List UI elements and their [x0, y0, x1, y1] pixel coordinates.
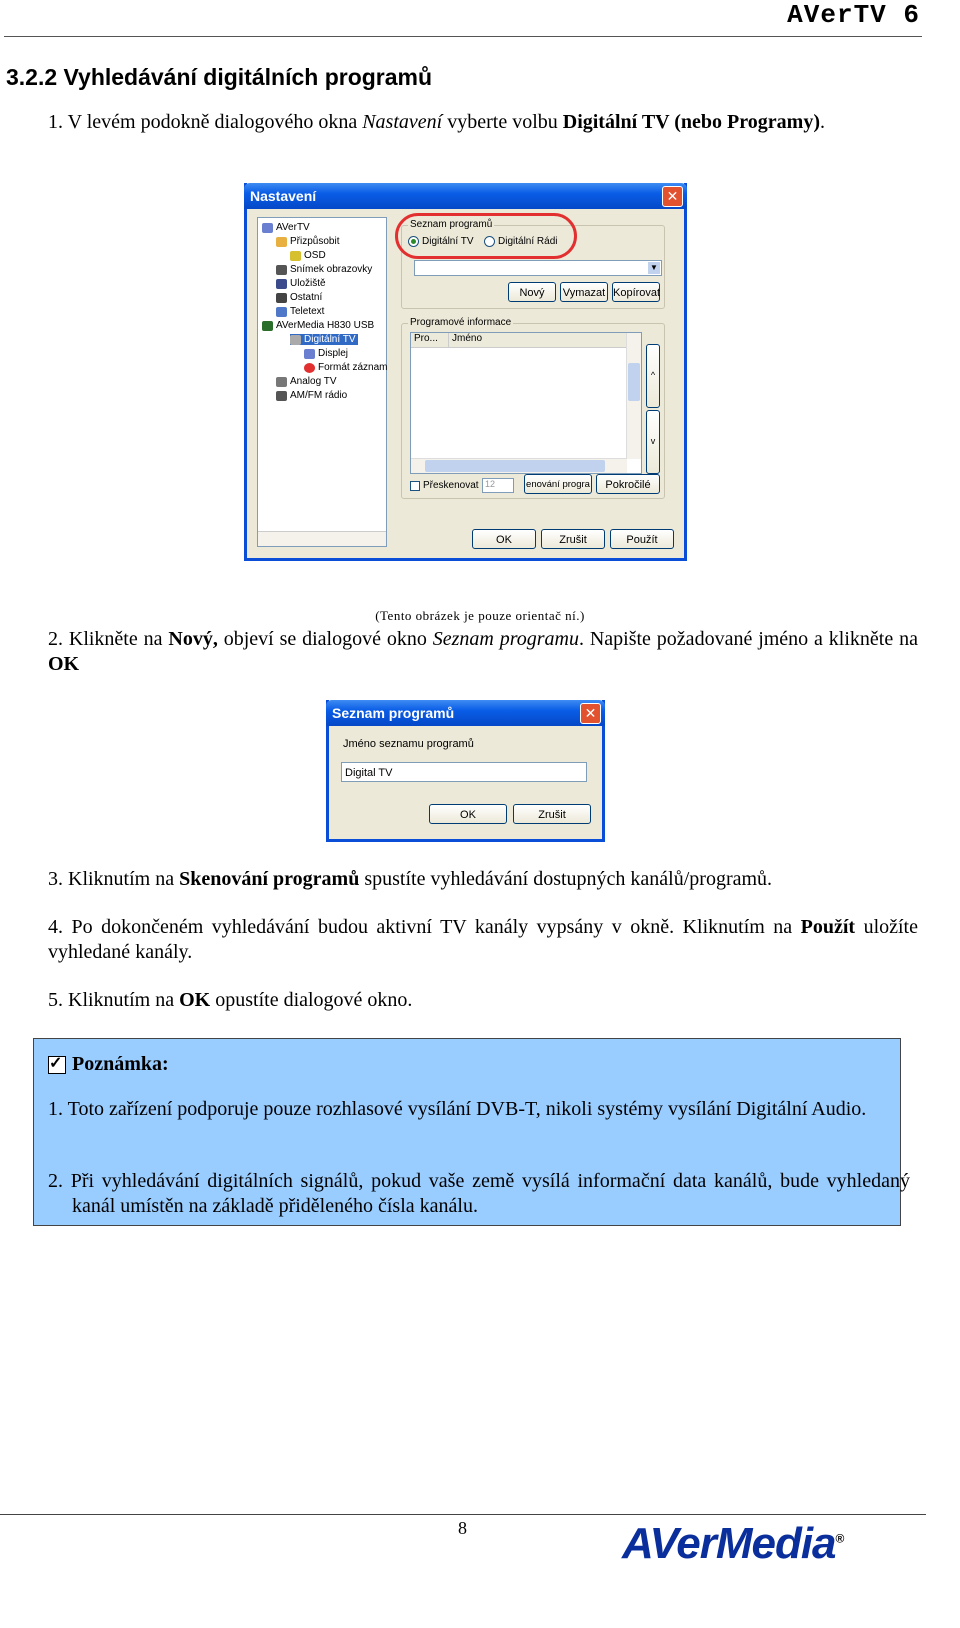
customize-icon	[276, 237, 287, 247]
step-3: 3. Kliknutím na Skenování programů spustíte vyhledávání dostupných kanálů/programů.	[48, 868, 773, 890]
new-button[interactable]: Nový	[508, 282, 556, 302]
avermedia-logo: AVerMedia®	[622, 1519, 844, 1568]
note-box	[33, 1038, 910, 1226]
cancel-button[interactable]: Zrušit	[541, 529, 605, 549]
apply-button[interactable]: Použít	[610, 529, 674, 549]
checkmark-icon: ✓	[48, 1056, 66, 1074]
program-list-group: Seznam programů Digitální TV Digitální Rádi ▼ Nový Vymazat Kopírovat	[401, 225, 665, 309]
cancel-button[interactable]: Zrušit	[513, 804, 591, 824]
tree-item-customize[interactable]: Přizpůsobit	[276, 236, 339, 247]
figure-caption: (Tento obrázek je pouze orientač ní.)	[375, 608, 585, 623]
tree-item-analog-tv[interactable]: Analog TV	[276, 376, 337, 387]
ok-button[interactable]: OK	[429, 804, 507, 824]
radio-icon	[276, 391, 287, 401]
settings-dialog-title: Nastavení ✕	[244, 183, 687, 209]
step-1: 1. V levém podokně dialogového okna Nastavení vyberte volbu Digitální TV (nebo Programy).	[48, 111, 825, 133]
skip-checkbox[interactable]: Přeskenovat	[410, 480, 479, 491]
tree-item-record-format[interactable]: Formát záznam	[304, 362, 387, 373]
teletext-icon	[276, 307, 287, 317]
highlight-oval	[395, 213, 577, 259]
tree-item-avertv[interactable]: AVerTV	[262, 222, 310, 233]
program-list-dialog-title: Seznam programů ✕	[326, 700, 605, 726]
footer-rule	[0, 1514, 926, 1515]
tree-item-fm-radio[interactable]: AM/FM rádio	[276, 390, 347, 401]
program-table[interactable]	[410, 332, 642, 474]
tree-item-other[interactable]: Ostatní	[276, 292, 322, 303]
tree-item-snapshot[interactable]: Snímek obrazovky	[276, 264, 372, 275]
step-4: 4. Po dokončeném vyhledávání budou aktivní TV kanály vypsány v okně. Kliknutím na Použít uložíte vyhledané kanály.	[48, 916, 918, 963]
header-rule	[4, 36, 922, 37]
camera-icon	[276, 265, 287, 275]
tv-icon	[276, 377, 287, 387]
display-icon	[304, 349, 315, 359]
move-up-button[interactable]: ^	[646, 344, 660, 408]
close-icon[interactable]: ✕	[580, 703, 601, 724]
section-title: 3.2.2 Vyhledávání digitálních programů	[6, 64, 433, 90]
chevron-down-icon: ▼	[648, 262, 660, 274]
move-down-button[interactable]: v	[646, 410, 660, 474]
radio-digital-tv[interactable]: Digitální TV	[408, 236, 474, 247]
radio-digital-radio[interactable]: Digitální Rádi	[484, 236, 557, 247]
osd-icon	[290, 251, 301, 261]
tree-item-display[interactable]: Displej	[304, 348, 348, 359]
ok-button[interactable]: OK	[472, 529, 536, 549]
program-info-group: Programové informace Pro... Jméno ^ v Přeskenovat 12 enování progra Pokročilé	[401, 323, 665, 499]
note-item-1: 1. Toto zařízení podporuje pouze rozhlasové vysílání DVB-T, nikoli systémy vysílání Digitální Audio.	[48, 1098, 867, 1120]
table-vscrollbar[interactable]	[626, 333, 641, 459]
program-list-name-input[interactable]: Digital TV	[341, 762, 587, 782]
program-list-select[interactable]	[414, 260, 662, 276]
step-5: 5. Kliknutím na OK opustíte dialogové okno.	[48, 989, 413, 1011]
tree-item-digital-tv[interactable]: Digitální TV	[290, 334, 358, 345]
col-name[interactable]: Jméno	[452, 333, 483, 344]
disk-icon	[276, 279, 287, 289]
note-title: ✓ Poznámka:	[49, 1053, 169, 1075]
program-list-dialog	[326, 700, 605, 842]
settings-dialog	[244, 183, 687, 561]
advanced-button[interactable]: Pokročilé	[596, 474, 660, 494]
tree-hscrollbar[interactable]	[258, 531, 386, 546]
col-pro[interactable]: Pro...	[411, 333, 449, 347]
settings-tree	[257, 217, 387, 547]
table-hscrollbar[interactable]	[411, 458, 627, 473]
copy-button[interactable]: Kopírovat	[612, 282, 660, 302]
tree-item-teletext[interactable]: Teletext	[276, 306, 324, 317]
skip-spinner[interactable]: 12	[482, 478, 514, 493]
tv-icon	[290, 335, 301, 345]
tree-item-device[interactable]: AVerMedia H830 USB	[262, 320, 374, 331]
monitor-icon	[262, 223, 273, 233]
step-2: 2. Klikněte na Nový, objeví se dialogové okno Seznam programu. Napište požadované jméno a klikněte na OK	[48, 628, 918, 675]
scan-programs-button[interactable]: enování progra	[524, 474, 592, 494]
delete-button[interactable]: Vymazat	[560, 282, 608, 302]
tools-icon	[276, 293, 287, 303]
record-icon	[304, 363, 315, 373]
device-icon	[262, 321, 273, 331]
note-item-2: 2. Při vyhledávání digitálních signálů, pokud vaše země vysílá informační data kanálů, bude vyhledaný kanál umístěn na základě přiděleného čísla kanálu.	[48, 1170, 910, 1217]
header-brand: AVerTV 6	[787, 0, 920, 30]
close-icon[interactable]: ✕	[662, 186, 683, 207]
page-number: 8	[458, 1518, 467, 1538]
program-list-name-label: Jméno seznamu programů	[343, 738, 474, 750]
tree-item-storage[interactable]: Uložiště	[276, 278, 326, 289]
tree-item-osd[interactable]: OSD	[290, 250, 326, 261]
